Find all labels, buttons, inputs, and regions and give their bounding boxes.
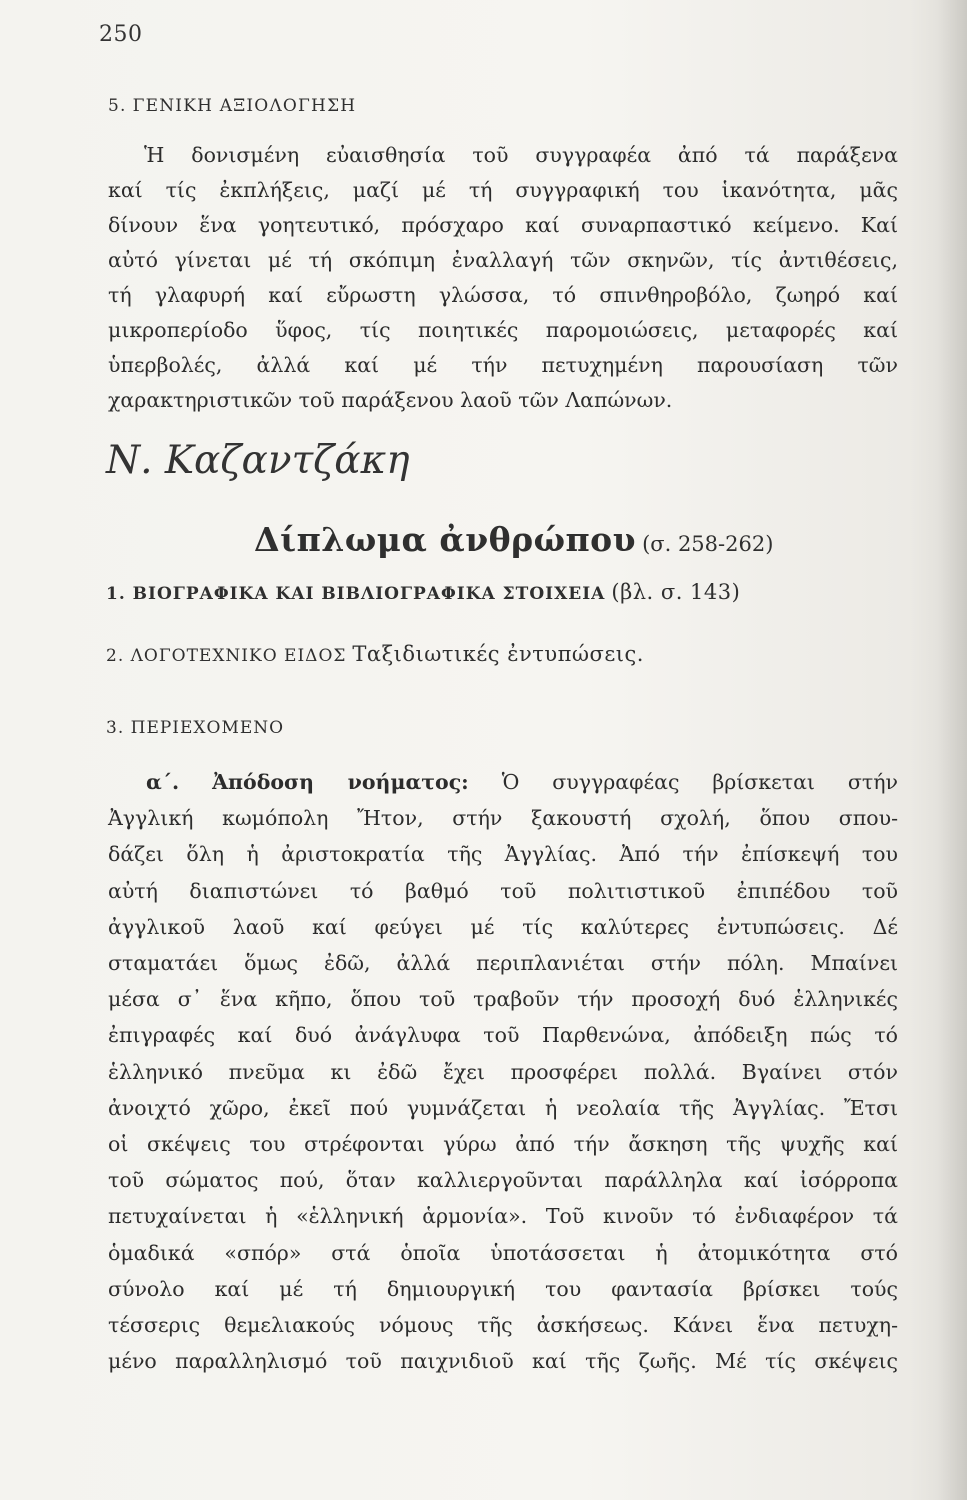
item-3-label: 3. ΠΕΡΙΕΧΟΜΕΝΟ [106,718,285,738]
section-5-title: ΓΕΝΙΚΗ ΑΞΙΟΛΟΓΗΣΗ [132,96,357,116]
binding-shadow [937,0,967,1500]
item-1 [106,580,740,604]
item-2 [106,642,644,666]
item-2-label: 2. ΛΟΓΟΤΕΧΝΙΚΟ ΕΙΔΟΣ [106,646,347,666]
section-5-heading [108,96,356,116]
text-line: αὐτό γίνεται μέ τή σκόπιμη ἐναλλαγή τῶν σκηνῶν, τίς ἀντιθέσεις, [108,248,898,272]
text-line: σύνολο καί μέ τή δημιουργική του φαντασία βρίσκει τούς [108,1276,898,1301]
text-line: οἱ σκέψεις του στρέφονται γύρω ἀπό τήν ἄσκηση τῆς ψυχῆς καί [108,1132,898,1157]
text-line: ἑλληνικό πνεῦμα κι ἐδῶ ἔχει προσφέρει πολλά. Βγαίνει στόν [108,1059,898,1084]
content-first-line [108,764,898,800]
text-line: Ἡ δονισμένη εὐαισθησία τοῦ συγγραφέα ἀπό τά παράξενα [144,143,898,167]
text-line: τοῦ σώματος πού, ὅταν καλλιεργοῦνται παράλληλα καί ἰσόρροπα [108,1168,898,1193]
text-line: ὑπερβολές, ἀλλά καί μέ τήν πετυχημένη παρουσίαση τῶν [108,353,898,377]
text-line: καί τίς ἐκπλήξεις, μαζί μέ τή συγγραφική του ἱκανότητα, μᾶς [108,178,898,202]
text-line: τέσσερις θεμελιακούς νόμους τῆς ἀσκήσεως. Κάνει ἕνα πετυχη- [108,1313,898,1338]
text-line: Ἀγγλική κωμόπολη Ἤτον, στήν ξακουστή σχολή, ὅπου σπου- [108,806,898,831]
text-line: μικροπερίοδο ὕφος, τίς ποιητικές παρομοιώσεις, μεταφορές καί [108,318,898,342]
text-line: χαρακτηριστικῶν τοῦ παράξενου λαοῦ τῶν Λαπώνων. [108,388,673,412]
text-line: μέσα σ᾽ ἕνα κῆπο, ὅπου τοῦ τραβοῦν τήν προσοχή δυό ἑλληνικές [108,987,898,1012]
text-line: τή γλαφυρή καί εὔρωστη γλώσσα, τό σπινθηροβόλο, ζωηρό καί [108,283,898,307]
page-number: 250 [99,22,143,47]
item-3 [106,718,284,738]
content-first-line-text: Ὁ συγγραφέας βρίσκεται στήν [501,770,898,794]
work-title-text: Δίπλωμα ἀνθρώπου [254,520,637,559]
content-paragraph [108,764,898,1379]
text-line: πετυχαίνεται ἡ «ἑλληνική ἁρμονία». Τοῦ κινοῦν τό ἐνδιαφέρον τά [108,1204,898,1229]
text-line: δίνουν ἕνα γοητευτικό, πρόσχαρο καί συναρπαστικό κείμενο. Καί [108,213,898,237]
text-line: σταματάει ὅμως ἐδῶ, ἀλλά περιπλανιέται στήν πόλη. Μπαίνει [108,951,898,976]
text-line: αὐτή διαπιστώνει τό βαθμό τοῦ πολιτιστικοῦ ἐπιπέδου τοῦ [108,878,898,903]
work-page-range: (σ. 258-262) [642,532,774,556]
work-title [254,520,773,559]
text-line: ἀγγλικοῦ λαοῦ καί φεύγει μέ τίς καλύτερες ἐντυπώσεις. Δέ [108,914,898,939]
section-5-number: 5. [108,96,127,116]
text-line: μένο παραλληλισμό τοῦ παιχνιδιοῦ καί τῆς ζωῆς. Μέ τίς σκέψεις [108,1349,898,1374]
evaluation-paragraph [108,138,898,418]
item-1-value: (βλ. σ. 143) [611,580,741,604]
content-subtitle: Ἀπόδοση νοήματος: [212,770,469,794]
item-2-value: Ταξιδιωτικές ἐντυπώσεις. [352,642,644,666]
text-line: ὁμαδικά «σπόρ» στά ὁποῖα ὑποτάσσεται ἡ ἀτομικότητα στό [108,1240,898,1265]
text-line: ἀνοιχτό χῶρο, ἐκεῖ πού γυμνάζεται ἡ νεολαία τῆς Ἀγγλίας. Ἔτσι [108,1095,898,1120]
content-marker: α΄. [146,770,180,794]
author-name: Ν. Καζαντζάκη [106,438,410,483]
item-1-label: 1. ΒΙΟΓΡΑΦΙΚΑ ΚΑΙ ΒΙΒΛΙΟΓΡΑΦΙΚΑ ΣΤΟΙΧΕΙΑ [106,584,606,604]
text-line: δάζει ὅλη ἡ ἀριστοκρατία τῆς Ἀγγλίας. Ἀπό τήν ἐπίσκεψή του [108,842,898,867]
text-line: ἐπιγραφές καί δυό ἀνάγλυφα τοῦ Παρθενώνα, ἀπόδειξη πώς τό [108,1023,898,1048]
